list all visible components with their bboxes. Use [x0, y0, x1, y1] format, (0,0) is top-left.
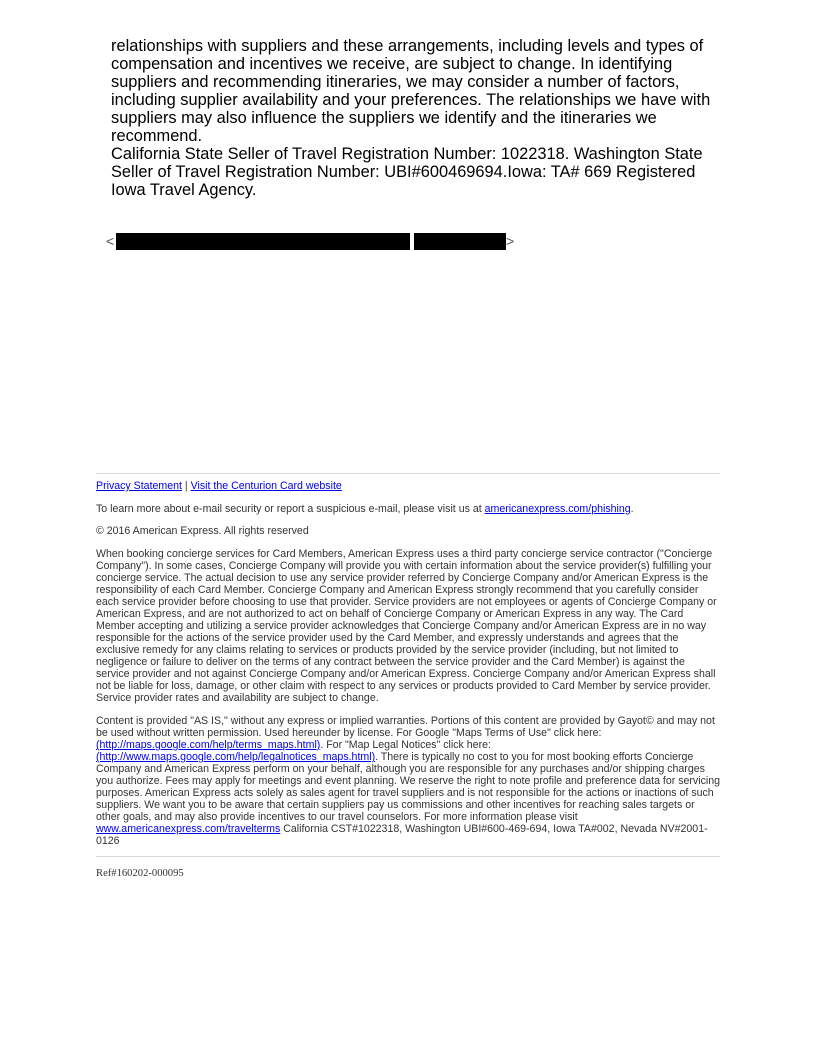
- security-text-end: .: [630, 503, 634, 515]
- content-text-3: . There is typically no cost to you for most booking efforts Concierge Company and American Express perform on your behalf, although you are responsible for any purchases and/or shipping charges you authorize. Fees may apply for meetings and event planning. We reserve the right to note profile and preference data for servicing purposes. American Express acts solely as sales agent for travel suppliers and is not responsible for the actions or inactions of such suppliers. We want you to be aware that certain suppliers pay us commissions and other incentives for reaching sales targets or other goals, and may also provide incentives to our travel counselors. For more information please visit: [96, 751, 721, 823]
- footer-top-divider: [96, 473, 720, 474]
- content-disclaimer: [96, 715, 720, 847]
- maps-legal-notices-link[interactable]: (http://www.maps.google.com/help/legalnotices_maps.html): [96, 751, 376, 763]
- centurion-website-link[interactable]: Visit the Centurion Card website: [190, 480, 342, 492]
- content-text-1: Content is provided "AS IS," without any express or implied warranties. Portions of this content are provided by Gayot© and may not be used without written permission. Used hereunder by license. For Google "Maps Terms of Use" click here:: [96, 715, 715, 739]
- content-text-2: . For "Map Legal Notices" click here:: [320, 739, 491, 751]
- security-text: To learn more about e-mail security or report a suspicious e-mail, please visit us at: [96, 503, 482, 515]
- redaction-bar-1: [116, 233, 410, 250]
- reference-number: Ref#160202-000095: [96, 868, 184, 879]
- redaction-bar-2: [414, 233, 506, 250]
- redacted-link-line: [106, 232, 526, 250]
- privacy-statement-link[interactable]: Privacy Statement: [96, 480, 182, 492]
- concierge-text: When booking concierge services for Card Members, American Express uses a third party concierge service contractor ("Concierge Company"). In some cases, Concierge Company will provide you with certain information about the service provider(s) fulfilling your concierge service. The actual decision to use any service provider referred by Concierge Company and/or American Express is the responsibility of each Card Member. Concierge Company and American Express strongly recommend that you carefully consider each service provider before choosing to use that provider. Service providers are not employees or agents of Concierge Company or American Express, and are not authorized to act on behalf of Concierge Company or American Express in any way. The Card Member accepting and utilizing a service provider acknowledges that Concierge Company and/or American Express are in no way responsible for the actions of the service provider used by the Card Member, and expressly understands and agrees that the exclusive remedy for any claims relating to services or products provided by the service provider (including, but not limited to negligence or failure to deliver on the terms of any contract between the service provider and the Card Member) is against the service provider and not against Concierge Company and/or American Express. Concierge Company and/or American Express shall not be liable for loss, damage, or other claim with respect to any services or products provided to Card Member by service provider. Service provider rates and availability are subject to change.: [96, 548, 717, 704]
- security-notice: [96, 503, 720, 515]
- footer-links: [96, 480, 720, 492]
- link-separator: |: [184, 480, 188, 492]
- footer-bottom-divider: [96, 856, 720, 857]
- copyright: [96, 525, 720, 537]
- phishing-link[interactable]: americanexpress.com/phishing: [484, 503, 631, 515]
- concierge-disclaimer: [96, 548, 720, 704]
- content-text-4: California CST#1022318, Washington UBI#600-469-694, Iowa TA#002, Nevada NV#2001-0126: [96, 823, 708, 847]
- close-bracket: >: [506, 233, 515, 249]
- registration-paragraph: California State Seller of Travel Registration Number: 1022318. Washington State Seller of Travel Registration Number: UBI#600469694.Iowa: TA# 669 Registered Iowa Travel Agency.: [111, 145, 703, 199]
- open-bracket: <: [106, 233, 115, 249]
- maps-terms-link[interactable]: (http://maps.google.com/help/terms_maps.html): [96, 739, 321, 751]
- upper-text-block: [111, 37, 711, 199]
- supplier-relationships-paragraph: relationships with suppliers and these arrangements, including levels and types of compensation and incentives we receive, are subject to change. In identifying suppliers and recommending itineraries, we may consider a number of factors, including supplier availability and your preferences. The relationships we have with suppliers may also influence the suppliers we identify and the itineraries we recommend.: [111, 37, 711, 145]
- travel-terms-link[interactable]: www.americanexpress.com/travelterms: [96, 823, 281, 835]
- copyright-text: © 2016 American Express. All rights reserved: [96, 525, 309, 537]
